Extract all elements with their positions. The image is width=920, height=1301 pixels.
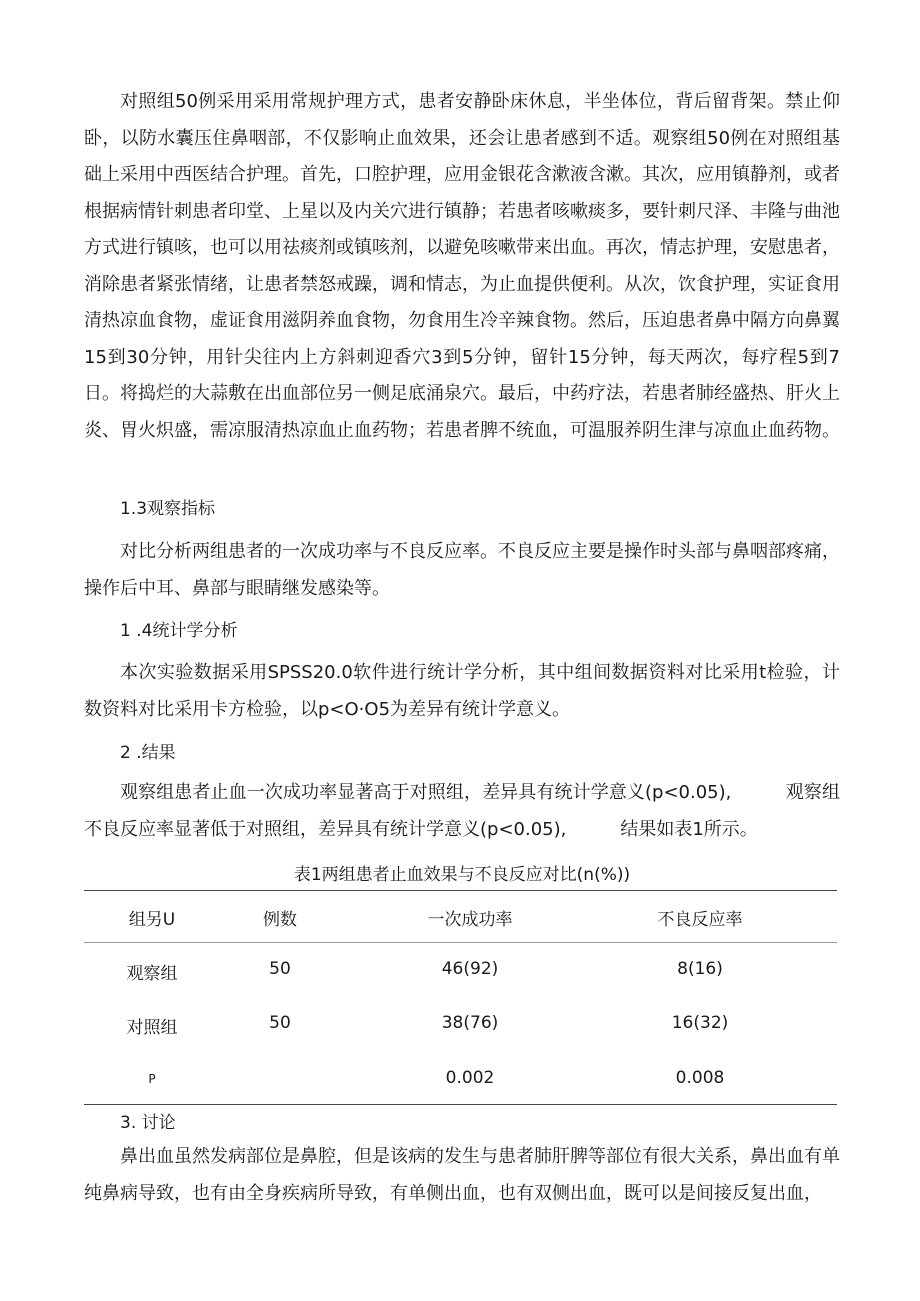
table-cell-p-success-rate: 0.002 <box>445 1068 495 1088</box>
table-cell-success-rate: 38(76) <box>441 1013 499 1033</box>
paragraph-observation-index: 对比分析两组患者的一次成功率与不良反应率。不良反应主要是操作时头部与鼻咽部疼痛，操作后中耳、鼻部与眼睛继发感染等。 <box>84 541 840 599</box>
section-heading-discussion: 3. 讨论 <box>120 1113 176 1133</box>
table-cell-success-rate: 46(92) <box>441 959 499 979</box>
table-header-adverse-rate: 不良反应率 <box>657 910 743 930</box>
table-bottom-rule <box>84 1104 837 1105</box>
table-header-rule <box>84 942 837 943</box>
table-cell-count: 50 <box>269 959 291 979</box>
table-cell-adverse-rate: 16(32) <box>671 1013 729 1033</box>
table-cell-group: 观察组 <box>126 964 178 984</box>
section-heading-results: 2 .结果 <box>120 743 176 763</box>
table-caption: 表1两组患者止血效果与不良反应对比(n(%)) <box>293 865 631 885</box>
paragraph-statistics: 本次实验数据采用SPSS20.0软件进行统计学分析，其中组间数据资料对比采用t检验，计数资料对比采用卡方检验，以p<O·O5为差异有统计学意义。 <box>84 662 840 720</box>
section-heading-observation-index: 1.3观察指标 <box>120 499 216 519</box>
table-cell-group: 对照组 <box>126 1018 178 1038</box>
table-cell-p-adverse-rate: 0.008 <box>675 1068 725 1088</box>
section-heading-statistics: 1 .4统计学分析 <box>120 621 238 641</box>
table-header-success-rate: 一次成功率 <box>427 910 513 930</box>
paragraph-nursing-methods: 对照组50例采用采用常规护理方式，患者安静卧床休息，半坐体位，背后留背架。禁止仰卧，以防水囊压住鼻咽部，不仅影响止血效果，还会让患者感到不适。观察组50例在对照组基础上采用中西医结合护理。首先，口腔护理，应用金银花含漱液含漱。其次，应用镇静剂，或者根据病情针刺患者印堂、上星以及内关穴进行镇静；若患者咳嗽痰多，要针刺尺泽、丰隆与曲池方式进行镇咳，也可以用祛痰剂或镇咳剂，以避免咳嗽带来出血。再次，情志护理，安慰患者，消除患者紧张情绪，让患者禁怒戒躁，调和情志，为止血提供便利。从次，饮食护理，实证食用清热凉血食物，虚证食用滋阴养血食物，勿食用生冷辛辣食物。然后，压迫患者鼻中隔方向鼻翼15到30分钟，用针尖往内上方斜刺迎香穴3到5分钟，留针15分钟，每天两次，每疗程5到7日。将捣烂的大蒜敷在出血部位另一侧足底涌泉穴。最后，中药疗法，若患者肺经盛热、肝火上炎、胃火炽盛，需凉服清热凉血止血药物；若患者脾不统血，可温服养阴生津与凉血止血药物。 <box>84 91 840 441</box>
table-cell-adverse-rate: 8(16) <box>677 959 723 979</box>
table-cell-count: 50 <box>269 1013 291 1033</box>
table-header-group: 组另U <box>128 910 176 930</box>
paragraph-results: 观察组患者止血一次成功率显著高于对照组，差异具有统计学意义(p<0.05), 观察组不良反应率显著低于对照组，差异具有统计学意义(p<0.05), 结果如表1所示。 <box>84 782 840 840</box>
paragraph-discussion: 鼻出血虽然发病部位是鼻腔，但是该病的发生与患者肺肝脾等部位有很大关系，鼻出血有单纯鼻病导致，也有由全身疾病所导致，有单侧出血，也有双侧出血，既可以是间接反复出血， <box>84 1146 840 1204</box>
table-top-rule <box>84 890 837 891</box>
table-cell-p-label: P <box>148 1072 156 1086</box>
table-header-count: 例数 <box>263 910 297 930</box>
